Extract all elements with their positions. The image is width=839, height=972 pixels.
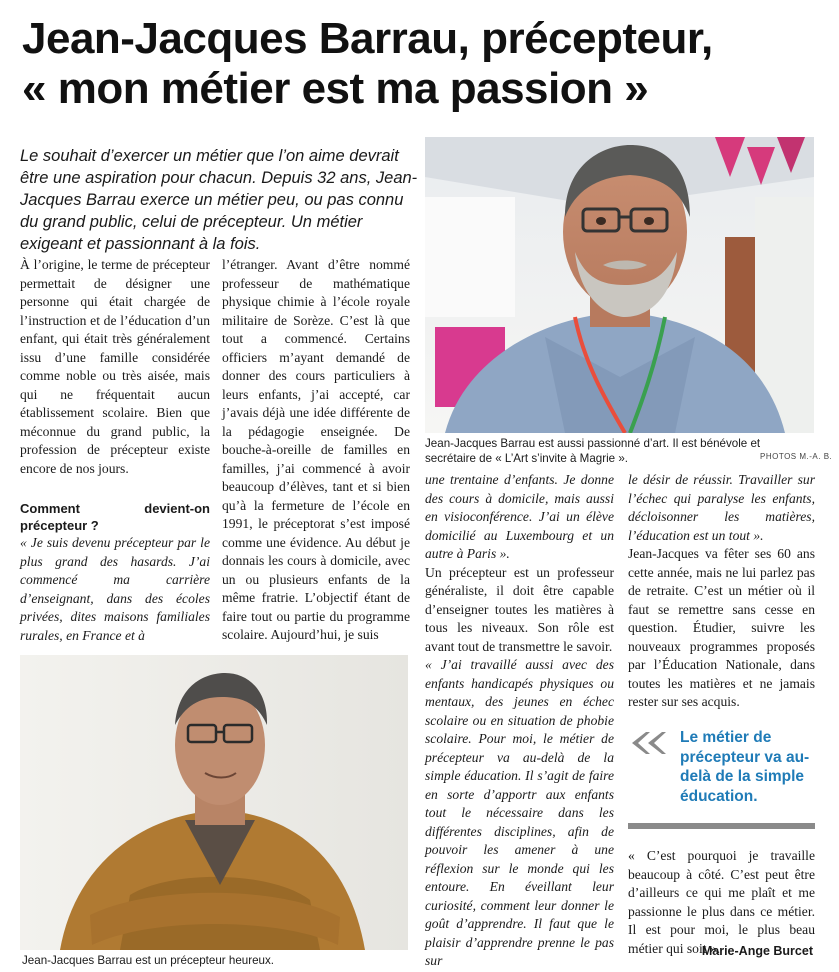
article-column-4 — [628, 471, 815, 712]
photo-happy-tutor — [20, 655, 408, 950]
headline-line-1: Jean-Jacques Barrau, précepteur, — [22, 14, 713, 63]
headline — [22, 14, 822, 114]
article-column-3 — [425, 471, 614, 971]
col4-paragraph-3: « C’est pourquoi je travaille beaucoup à côté. C’est peut être d’ailleurs ce qui me plaît et me passionne le plus dans ce métier. Il est pour moi, le plus beau métier qui soit ». — [628, 848, 815, 956]
col4-paragraph-1: le désir de réussir. Travailler sur l’échec qui paralyse les enfants, décloisonner les matières, l’éducation est un tout ». — [628, 472, 815, 543]
article-column-2 — [222, 256, 410, 645]
photo1-caption: Jean-Jacques Barrau est aussi passionné d’art. Il est bénévole et secrétaire de « L’Art s’invite à Magrie ». — [425, 437, 761, 465]
article-column-4-end — [628, 847, 815, 958]
pullquote-rule — [628, 823, 815, 829]
col1-paragraph-1: À l’origine, le terme de précepteur permettait de désigner une personne qui était chargée de l’instruction et de l’éducation d’un enfant, qui était très généralement issu d’une famille considérée comme noble ou très aisée, mais qui ne fréquentait aucun établissement scolaire. Bien que méconnue du grand public, la profession de précepteur existe encore de nos jours. — [20, 257, 210, 476]
author-signature: Marie-Ange Burcet — [701, 944, 813, 958]
col2-paragraph-1: l’étranger. Avant d’être nommé professeur de mathématique physique chimie à l’école royale militaire de Sorèze. C’est là que tout a commencé. Certains officiers m’ayant demandé de donner des cours particuliers à leurs enfants, j’ai accepté, car j’avais déjà une idée différente de la pédagogie enseignée. De bouche-à-oreille de familles en familles, j’ai commencé à avoir beaucoup d’élèves, tant et si bien qu’à la fermeture de l’école en 1991, le préceptorat s’est imposé comme une évidence. Au début je donnais les cours à domicile, avec un ou plusieurs enfants de la même fratrie. L’objectif étant de faire tout ou partie du programme scolaire. Aujourd’hui, je suis — [222, 257, 410, 642]
portrait-illustration-1 — [425, 137, 814, 433]
photo-art-volunteer — [425, 137, 814, 433]
col4-paragraph-2: Jean-Jacques va fêter ses 60 ans cette année, mais ne lui parlez pas de retraite. C’est un métier où il faut se remettre sans cesse en question. Étudier, suivre les nouveaux programmes proposés par l’Éducation Nationale, dans toutes les matières et ne jamais rester sur ses acquis. — [628, 546, 815, 709]
article-column-1 — [20, 256, 210, 645]
col3-paragraph-1: une trentaine d’enfants. Je donne des cours à domicile, mais aussi en visioconférence. J’ai un élève domicilié au Luxembourg et un autre à Paris ». — [425, 472, 614, 561]
portrait-illustration-2 — [20, 655, 408, 950]
pullquote-mark-icon — [628, 728, 668, 758]
lead-paragraph: Le souhait d’exercer un métier que l’on aime devrait être une aspiration pour chacun. Depuis 32 ans, Jean-Jacques Barrau exerce un métier peu, ou pas connu du grand public, celui de précepteur. Un métier exigeant et passionnant à la fois. — [20, 147, 418, 253]
subhead-how-to-become: Comment devient-on précepteur ? — [20, 501, 210, 533]
photo2-caption: Jean-Jacques Barrau est un précepteur heureux. — [22, 954, 274, 967]
pullquote-text: Le métier de précepteur va au-delà de la simple éducation. — [680, 729, 810, 805]
col1-paragraph-2: « Je suis devenu précepteur par le plus grand des hasards. J’ai commencé ma carrière d’enseignant, dans des écoles privées, dites maisons familiales rurales, en France et à — [20, 535, 210, 643]
headline-line-2: « mon métier est ma passion » — [22, 64, 649, 113]
col3-paragraph-2: Un précepteur est un professeur généraliste, il doit être capable d’enseigner toutes les matières à tous les niveaux. Son rôle est avant tout de transmettre le savoir. — [425, 564, 614, 654]
photo-credit: PHOTOS M.-A. B. — [760, 452, 833, 461]
col3-paragraph-3: « J’ai travaillé aussi avec des enfants handicapés physiques ou mentaux, des jeunes en échec scolaire ou en situation de phobie scolaire. Pour moi, le métier de précepteur va au-delà de la simple éducation. Il s’agit de faire en sorte d’apportr aux enfants tout le nécessaire dans les différentes disciplines, afin de pouvoir les amener à une réflexion sur le monde qui les entoure. En éveillant leur curiosité, comment leur donner le goût d’apprendre. Il faut que le plaisir d’apprendre prenne le pas sur — [425, 657, 614, 968]
